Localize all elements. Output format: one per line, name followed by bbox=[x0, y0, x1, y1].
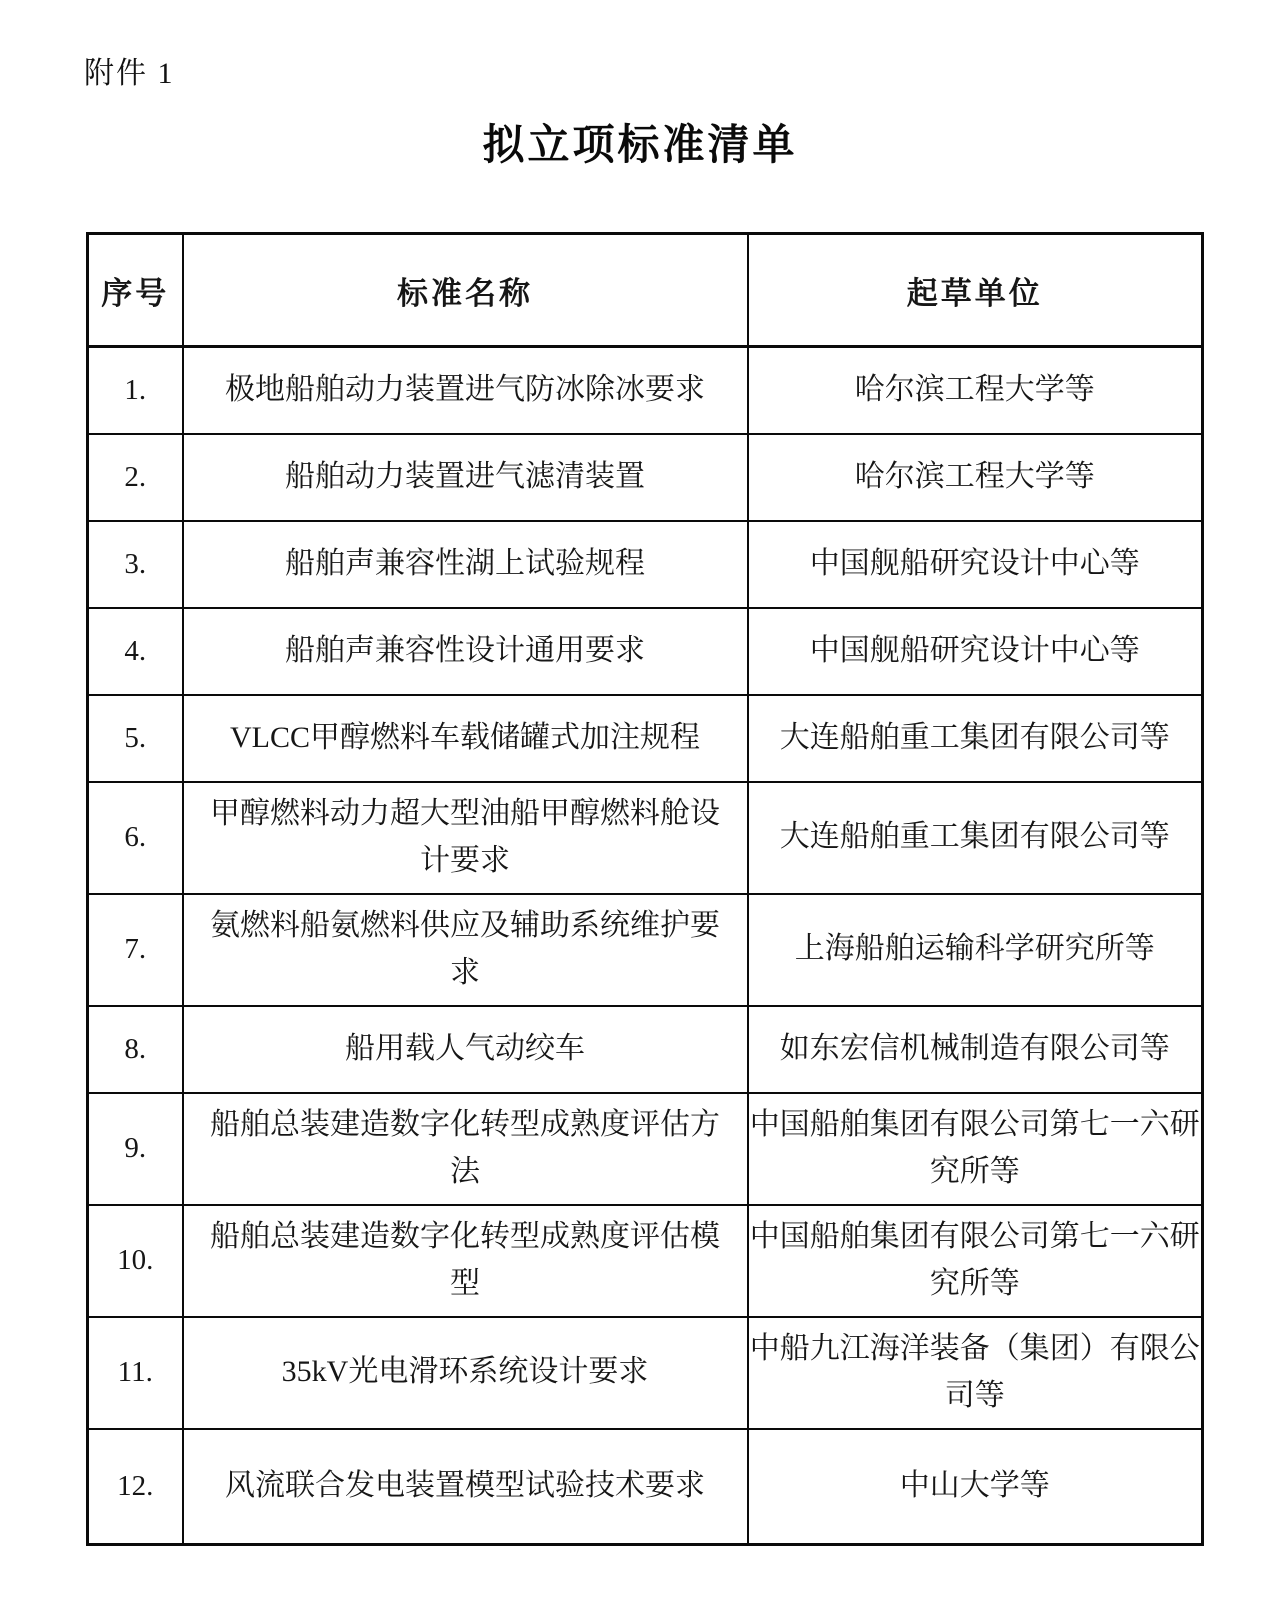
drafting-org: 上海船舶运输科学研究所等 bbox=[748, 894, 1203, 1006]
drafting-org: 大连船舶重工集团有限公司等 bbox=[748, 782, 1203, 894]
serial-number: 6. bbox=[88, 782, 183, 894]
column-header-standard-name: 标准名称 bbox=[183, 234, 748, 347]
table-row bbox=[88, 608, 1203, 695]
standard-name: 船舶声兼容性湖上试验规程 bbox=[183, 521, 748, 608]
table-row bbox=[88, 894, 1203, 1006]
standard-name: 极地船舶动力装置进气防冰除冰要求 bbox=[183, 347, 748, 434]
serial-number: 7. bbox=[88, 894, 183, 1006]
standards-table bbox=[86, 232, 1204, 1546]
standard-name: 甲醇燃料动力超大型油船甲醇燃料舱设计要求 bbox=[183, 782, 748, 894]
table-row bbox=[88, 347, 1203, 434]
standard-name: 船舶总装建造数字化转型成熟度评估方法 bbox=[183, 1093, 748, 1205]
drafting-org: 中山大学等 bbox=[748, 1429, 1203, 1545]
standard-name: 船舶动力装置进气滤清装置 bbox=[183, 434, 748, 521]
serial-number: 10. bbox=[88, 1205, 183, 1317]
table-row bbox=[88, 1093, 1203, 1205]
serial-number: 12. bbox=[88, 1429, 183, 1545]
attachment-label: 附件 1 bbox=[84, 57, 175, 90]
serial-number: 11. bbox=[88, 1317, 183, 1429]
table-row bbox=[88, 1006, 1203, 1093]
drafting-org: 中国船舶集团有限公司第七一六研究所等 bbox=[748, 1093, 1203, 1205]
table-row bbox=[88, 782, 1203, 894]
table-row bbox=[88, 521, 1203, 608]
serial-number: 4. bbox=[88, 608, 183, 695]
column-header-drafting-org: 起草单位 bbox=[748, 234, 1203, 347]
serial-number: 9. bbox=[88, 1093, 183, 1205]
drafting-org: 大连船舶重工集团有限公司等 bbox=[748, 695, 1203, 782]
column-header-serial: 序号 bbox=[88, 234, 183, 347]
drafting-org: 如东宏信机械制造有限公司等 bbox=[748, 1006, 1203, 1093]
standard-name: 船用载人气动绞车 bbox=[183, 1006, 748, 1093]
serial-number: 5. bbox=[88, 695, 183, 782]
drafting-org: 哈尔滨工程大学等 bbox=[748, 434, 1203, 521]
page-title: 拟立项标准清单 bbox=[482, 121, 798, 168]
standard-name: 风流联合发电装置模型试验技术要求 bbox=[183, 1429, 748, 1545]
standard-name: 氨燃料船氨燃料供应及辅助系统维护要求 bbox=[183, 894, 748, 1006]
table-row bbox=[88, 1317, 1203, 1429]
standard-name: 船舶声兼容性设计通用要求 bbox=[183, 608, 748, 695]
standard-name: 35kV光电滑环系统设计要求 bbox=[183, 1317, 748, 1429]
standard-name: VLCC甲醇燃料车载储罐式加注规程 bbox=[183, 695, 748, 782]
serial-number: 3. bbox=[88, 521, 183, 608]
drafting-org: 中船九江海洋装备（集团）有限公司等 bbox=[748, 1317, 1203, 1429]
serial-number: 1. bbox=[88, 347, 183, 434]
serial-number: 8. bbox=[88, 1006, 183, 1093]
table-row bbox=[88, 695, 1203, 782]
serial-number: 2. bbox=[88, 434, 183, 521]
table-row bbox=[88, 1205, 1203, 1317]
table-row bbox=[88, 1429, 1203, 1545]
drafting-org: 哈尔滨工程大学等 bbox=[748, 347, 1203, 434]
drafting-org: 中国舰船研究设计中心等 bbox=[748, 608, 1203, 695]
standard-name: 船舶总装建造数字化转型成熟度评估模型 bbox=[183, 1205, 748, 1317]
table-header-row bbox=[88, 234, 1203, 347]
drafting-org: 中国舰船研究设计中心等 bbox=[748, 521, 1203, 608]
table-row bbox=[88, 434, 1203, 521]
drafting-org: 中国船舶集团有限公司第七一六研究所等 bbox=[748, 1205, 1203, 1317]
